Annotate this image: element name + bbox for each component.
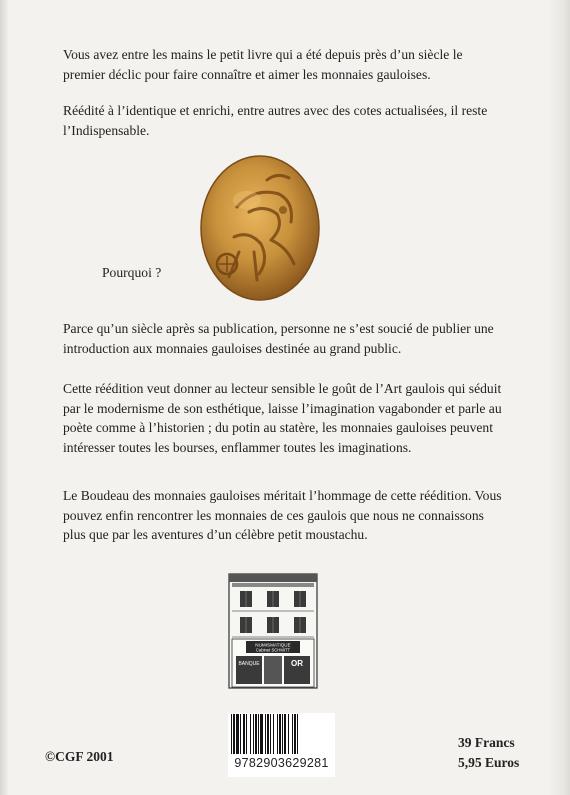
isbn-number: 9782903629281 — [234, 756, 329, 770]
answer-paragraph-2: Cette réédition veut donner au lecteur sensible le goût de l’Art gaulois qui séduit par le modernisme de son esthétique, laisse l’imagination vagabonder et parle au poète comme à l’historien ; du potin au statère, les monnaies gauloises peuvent intéresser toutes les bourses, enflammer toutes les imaginations. — [63, 381, 502, 455]
question-pourquoi: Pourquoi ? — [102, 265, 162, 280]
barcode-bars — [231, 714, 332, 754]
page-right-edge — [548, 0, 570, 795]
shop-facade-illustration — [228, 573, 318, 689]
answer-paragraph-1: Parce qu’un siècle après sa publication, personne ne s’est soucié de publier une introduction aux monnaies gauloises destinée au grand public. — [63, 321, 494, 356]
price-francs: 39 Francs — [458, 735, 515, 750]
gaulish-coin-image — [199, 152, 322, 303]
copyright-notice: ©CGF 2001 — [45, 749, 114, 764]
shop-sign-line-1: NUMISMATIQUE — [255, 642, 291, 648]
answer-paragraph-3: Le Boudeau des monnaies gauloises méritait l’hommage de cette réédition. Vous pouvez enfin rencontrer les monnaies de ces gaulois que nous ne connaissons plus que par les aventures d’un célèbre petit moustachu. — [63, 488, 502, 542]
price-block — [458, 733, 519, 773]
page-left-edge — [0, 0, 8, 795]
shop-sign-or: OR — [291, 659, 303, 668]
barcode — [228, 713, 335, 777]
intro-paragraph-1: Vous avez entre les mains le petit livre qui a été depuis près d’un siècle le premier déclic pour faire connaître et aimer les monnaies gauloises. — [63, 47, 463, 82]
price-euros: 5,95 Euros — [458, 755, 520, 770]
intro-paragraph-2: Réédité à l’identique et enrichi, entre autres avec des cotes actualisées, il reste l’Indispensable. — [63, 103, 488, 138]
shop-sign-line-2: Cabinet SCHMITT — [255, 647, 291, 653]
shop-sign-banque: BANQUE — [238, 661, 260, 667]
